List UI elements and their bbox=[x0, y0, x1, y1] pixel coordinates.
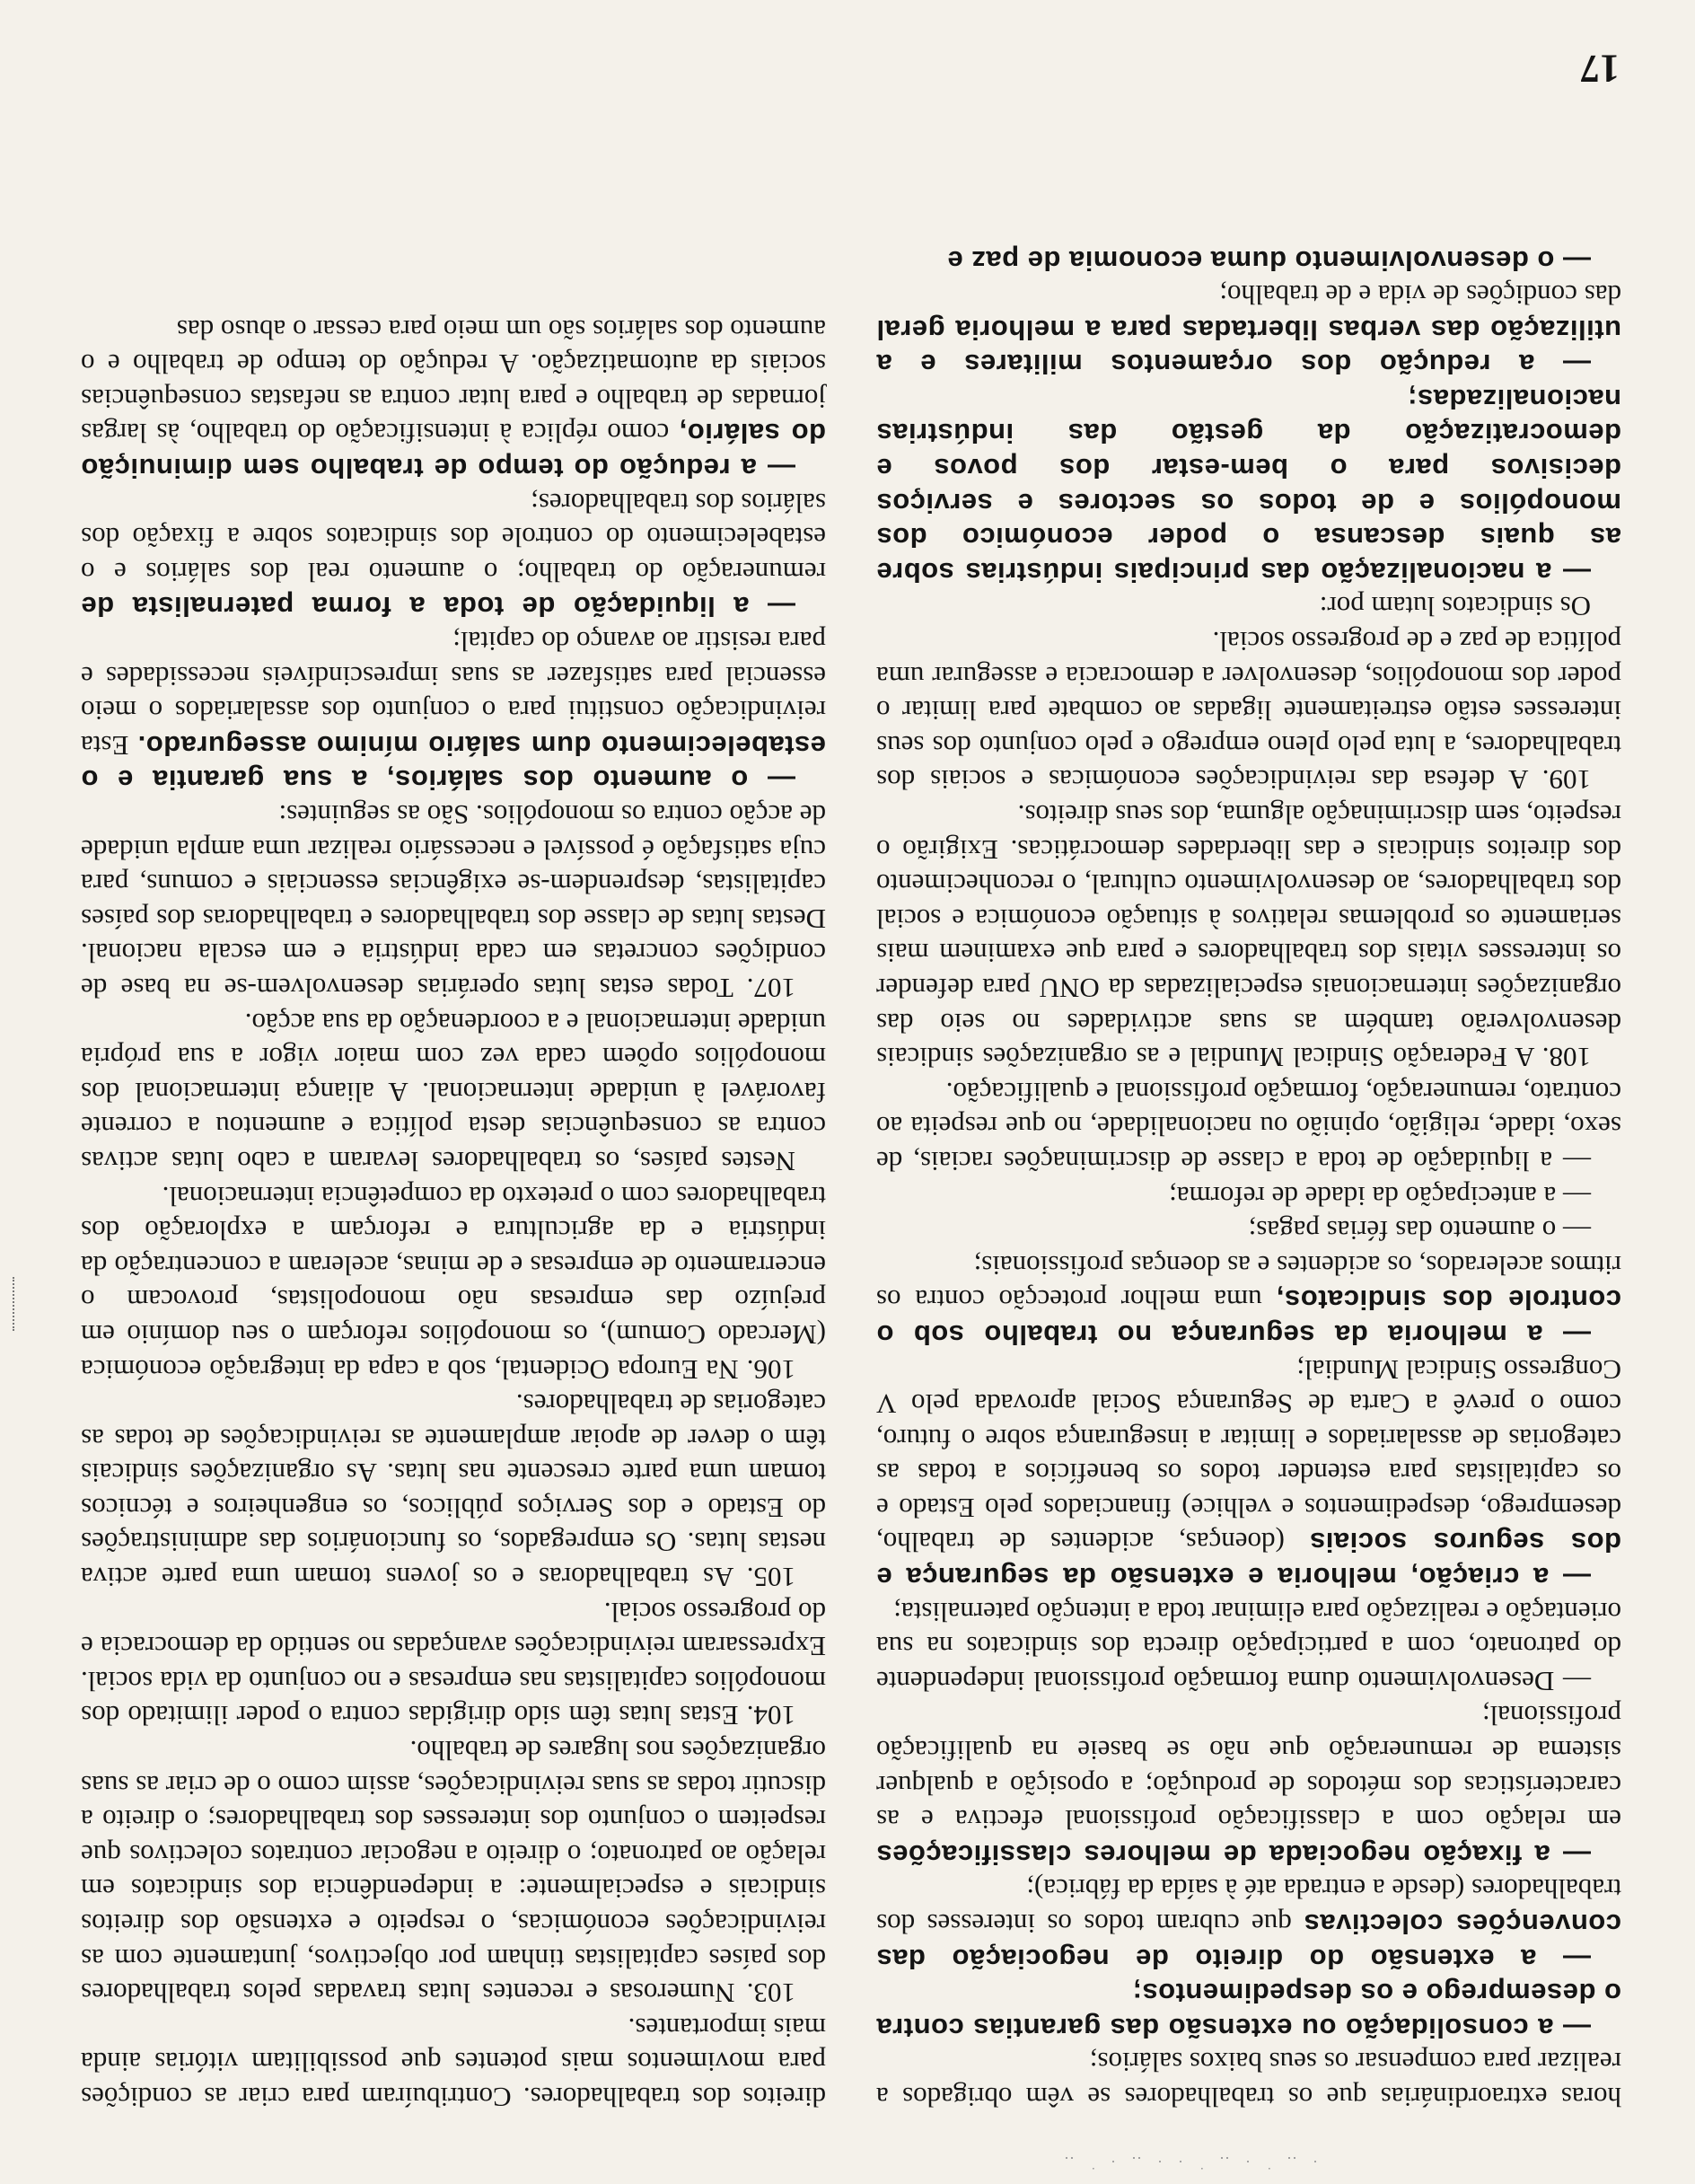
paragraph bbox=[876, 277, 1621, 382]
paragraph: 108. A Federação Sindical Mundial e as organizações sindicais desenvolverão também as suas actividades no seio das organizações internacionais especializadas da ONU para defender os interesses vitais dos trabalhadores e para que examinem mais seriamente os problemas relativos à situação económica e social dos trabalhadores, ao desenvolvimento cultural, o reconhecimento dos direitos sindicais e das liberdades democráticas. Exigirão o respeito, sem discriminação alguma, dos seus direitos. bbox=[876, 799, 1621, 1074]
paragraph: 105. As trabalhadoras e os jovens tomam uma parte activa nestas lutas. Os empregados, os funcionários das administrações do Estado e dos Serviços públicos, os engenheiros e técnicos tomam uma parte crescente nas lutas. As organizações sindicais têm o dever de apoiar amplamente as reivindicações de todas as categorias de trabalhadores. bbox=[81, 1388, 826, 1594]
paragraph bbox=[876, 242, 1621, 277]
paragraph bbox=[876, 1871, 1621, 1976]
scan-noise-top: · ‥ ˙ · ‥ ˙ · · ‥ · ˙ ‥ bbox=[1058, 2153, 1318, 2171]
paragraph bbox=[876, 381, 1621, 589]
paragraph: Nestes países, os trabalhadores levaram a cabo lutas activas contra as consequências desta política e aumentou a corrente favorável à unidade internacional. A aliança internacional dos monopólios opõem cada vez com maior vigor a sua própria unidade internacional e a coordenação da sua acção. bbox=[81, 1007, 826, 1177]
bold-demand: — a liquidação de toda a forma paternalista de bbox=[81, 591, 795, 623]
paragraph-text: remuneração do trabalho; o aumento real dos salários e o estabelecimento do controle dos sindicatos sobre a fixação dos salários dos trabalhadores; bbox=[81, 487, 826, 588]
bold-demand: — a fixação negociada de melhores classificações bbox=[876, 1838, 1591, 1871]
bold-demand: — a extensão do direito de negociação das convenções colectivas bbox=[876, 1908, 1621, 1975]
left-column bbox=[876, 242, 1621, 2114]
paragraph: — o aumento das férias pagas; bbox=[1248, 1215, 1591, 1247]
bold-demand: — a redução dos orçamentos militares e a utilização das verbas libertadas para a melhoria geral bbox=[876, 313, 1621, 381]
paragraph: direitos dos trabalhadores. Contribuíram para criar as condições para movimentos mais potentes que possibilitam vitórias ainda mais importantes. bbox=[81, 2012, 826, 2113]
paragraph: Os sindicatos lutam por: bbox=[1319, 591, 1591, 623]
bold-demand: — a melhoria da segurança no trabalho sob o controle dos sindicatos, bbox=[876, 1284, 1621, 1351]
paragraph-text: das condições de vida e de trabalho; bbox=[1219, 279, 1621, 312]
scan-artifact bbox=[7, 1277, 14, 1331]
paragraph bbox=[81, 485, 826, 623]
paragraph-text: uma melhor protecção contra os ritmos acelerados, os acidentes e as doenças profissionais; bbox=[875, 1249, 1621, 1317]
paragraph: 107. Todas estas lutas operárias desenvolvem-se na base de condições concretas em cada indústria e em escala nacional. Destas lutas de classe dos trabalhadores e trabalhadoras dos países capitalistas, desprendem-se exigências essenciais e comuns, para cuja satisfação é possível e necessário realizar uma ampla unidade de acção contra os monopólios. São as seguintes: bbox=[81, 799, 826, 1004]
paragraph: 109. A defesa das reivindicações económicas e sociais dos trabalhadores, a luta pelo pleno emprego e pelo conjunto dos seus interesses estão estreitamente ligadas ao combate para limitar o poder dos monopólios, desenvolver a democracia e assegurar uma política de paz e de progresso social. bbox=[876, 626, 1621, 797]
page-number: 17 bbox=[1580, 47, 1620, 91]
right-column bbox=[81, 312, 826, 2114]
paragraph: 103. Numerosas e recentes lutas travadas pelos trabalhadores dos países capitalistas tinham por objectivos, juntamente com as reivindicações económicas, o respeito e extensão dos direitos sindicais e especialmente: a independência dos sindicatos em relação ao patronato; o direito a negociar contratos colectivos que respeitem o conjunto dos interesses dos trabalhadores; o direito a discutir todas as suas reivindicações, assim como o de criar as suas organizações nos lugares de trabalho. bbox=[81, 1735, 826, 2010]
paragraph bbox=[81, 312, 826, 485]
paragraph-text: em relação com a classificação profissional efectiva e as características dos métodos de produção; a oposição a qualquer sistema de remuneração que não se baseie na qualificação profissional; bbox=[876, 1700, 1621, 1836]
paragraph: 104. Estas lutas têm sido dirigidas contra o poder ilimitado dos monopólios capitalistas nas empresas e no conjunto da vida social. Expressaram reivindicações avançadas no sentido da democracia e do progresso social. bbox=[81, 1596, 826, 1732]
bold-demand: — a nacionalização das principais indústrias sobre as quais descansa o poder económico dos monopólios e de todos os sectores e serviços decisivos para o bem-estar dos povos e democratização da gestão das indústrias nacionalizadas; bbox=[876, 383, 1621, 588]
paragraph: — a liquidação de toda a classe de discriminações raciais, de sexo, idade, religião, opinião ou nacionalidade, no que respeita ao contrato, remuneração, formação profissional e qualificação. bbox=[876, 1076, 1621, 1177]
paragraph: — a antecipação da idade de reforma; bbox=[1169, 1180, 1591, 1212]
paragraph-text: (doenças, acidentes de trabalho, desemprego, despedimentos e velhice) financiados pelo Estado e os capitalistas para estender todos os benefícios a todas as categorias de assalariados e limitar a insegurança sobre o futuro, como o prevê a Carta de Segurança Social aprovada pelo V Congresso Sindical Mundial; bbox=[876, 1353, 1621, 1559]
bold-demand: — a redução do tempo de trabalho sem diminuição do salário, bbox=[81, 418, 826, 485]
bold-demand: — o aumento dos salários, a sua garantia e o estabelecimento dum salário mínimo assegurado. bbox=[81, 729, 826, 797]
paragraph bbox=[876, 1352, 1621, 1594]
paragraph: — Desenvolvimento duma formação profissional independente do patronato, com a participação directa dos sindicatos na sua orientação e realização para eliminar toda a intenção paternalista; bbox=[876, 1596, 1621, 1697]
paragraph-text: que cubram todos os interesses dos trabalhadores (desde a entrada até à saída da fábrica); bbox=[876, 1873, 1621, 1941]
paragraph bbox=[876, 1976, 1621, 2045]
paragraph bbox=[81, 623, 826, 797]
paragraph: horas extraordinárias que os trabalhadores se vêm obrigados a realizar para compensar os seus baixos salários; bbox=[876, 2047, 1621, 2113]
paragraph-text: Esta reivindicação constitui para o conjunto dos assalariados o meio essencial para satisfazer as suas imprescindíveis necessidades e para resistir ao avanço do capital; bbox=[80, 626, 826, 762]
paragraph-text: como réplica à intensificação do trabalho, às largas jornadas de trabalho e para lutar contra as nefastas consequências sociais da automatização. A redução do tempo de trabalho e o aumento dos salários são um meio para cessar o abuso das bbox=[81, 313, 826, 450]
bold-demand: — a consolidação ou extensão das garantias contra o desemprego e os despedimentos; bbox=[876, 1977, 1621, 2044]
bold-demand: — o desenvolvimento duma economia de paz e bbox=[947, 244, 1591, 277]
paragraph: 106. Na Europa Ocidental, sob a capa da integração económica (Mercado Comum), os monopólios reforçam o seu domínio em prejuízo das empresas não monopolistas, provocam o encerramento de empresas e de minas, aceleram a concentração da indústria e da agricultura e reforçam a exploração dos trabalhadores com o pretexto da competência internacional. bbox=[81, 1180, 826, 1386]
bold-demand: — a criação, melhoria e extensão da segurança e dos seguros sociais bbox=[876, 1527, 1621, 1594]
paragraph bbox=[876, 1247, 1621, 1352]
paragraph bbox=[876, 1698, 1621, 1871]
